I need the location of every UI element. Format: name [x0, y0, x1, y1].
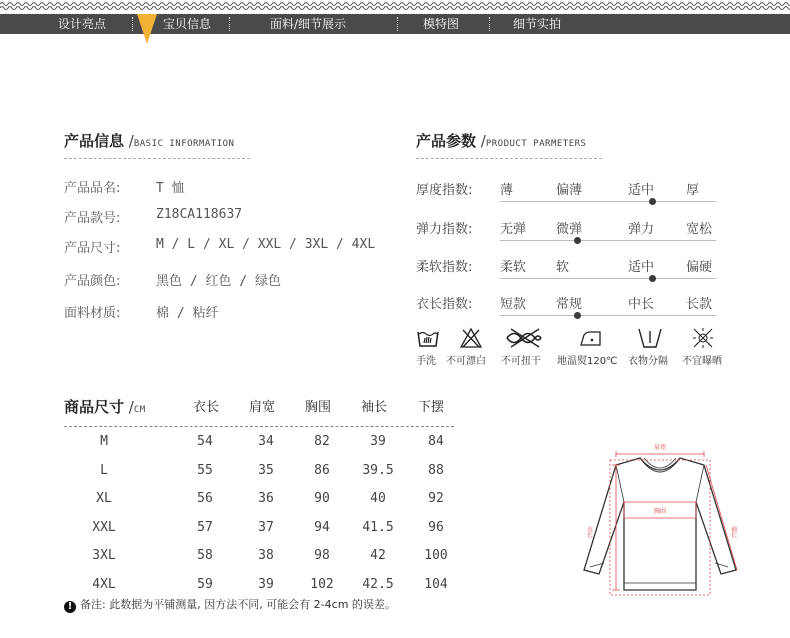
size-value-cell: 92: [428, 491, 444, 507]
divider: [64, 426, 454, 427]
param-option: 长款: [686, 297, 713, 312]
basic-info-title-en: BASIC INFORMATION: [133, 139, 235, 149]
size-value-cell: 58: [197, 548, 213, 564]
info-label: 产品品名:: [64, 181, 121, 196]
tab-product-info[interactable]: 宝贝信息: [163, 17, 212, 31]
param-scale-line: [500, 278, 716, 279]
size-col-header: 袖长: [361, 400, 388, 415]
chest-label: 胸围: [653, 508, 667, 515]
size-table-heading: 商品尺寸 /CM: [64, 398, 146, 416]
param-indicator-dot: [574, 312, 581, 319]
no-bleach-icon: [459, 327, 483, 349]
size-table-unit: CM: [133, 405, 146, 415]
size-cell: XL: [96, 491, 112, 507]
size-value-cell: 39.5: [362, 462, 394, 478]
separate-wash-icon: [636, 327, 664, 349]
size-cell: L: [100, 462, 108, 478]
sleeve-label: 袖长: [729, 526, 737, 538]
size-cell: 4XL: [92, 577, 116, 592]
size-value-cell: 38: [258, 548, 274, 564]
param-indicator-dot: [649, 275, 656, 282]
param-scale-line: [500, 240, 716, 241]
info-label: 产品颜色:: [64, 274, 121, 289]
size-cell: 3XL: [92, 548, 116, 564]
param-option: 偏薄: [556, 183, 583, 198]
size-col-header: 胸围: [305, 400, 332, 415]
size-value-cell: 84: [428, 434, 444, 449]
size-value-cell: 42: [370, 548, 386, 564]
param-option: 中长: [628, 297, 655, 312]
size-value-cell: 88: [428, 462, 444, 478]
shoulder-measure-line: [616, 451, 704, 457]
param-option: 薄: [500, 183, 514, 198]
no-sun-dry-icon: [692, 327, 714, 349]
nav-divider: [397, 17, 399, 31]
param-label: 柔软指数:: [416, 260, 473, 275]
param-option: 弹力: [628, 222, 655, 237]
param-scale-line: [500, 315, 716, 316]
param-option: 常规: [556, 297, 583, 312]
hand-wash-icon: [417, 327, 439, 349]
param-option: 无弹: [500, 222, 527, 237]
params-title: 产品参数: [416, 132, 477, 150]
size-value-cell: 102: [310, 577, 334, 592]
param-option: 软: [556, 260, 570, 275]
param-option: 微弹: [556, 222, 583, 237]
size-value-cell: 35: [258, 462, 274, 478]
params-heading: 产品参数 /PRODUCT PARMETERS: [416, 132, 587, 150]
info-label: 面料材质:: [64, 306, 121, 321]
size-value-cell: 41.5: [362, 519, 394, 535]
care-label: 地温熨120℃: [557, 356, 618, 367]
size-value-cell: 82: [314, 434, 330, 449]
basic-info-heading: 产品信息 /BASIC INFORMATION: [64, 132, 235, 150]
info-row-sizes: [64, 237, 376, 256]
top-nav: [0, 0, 790, 34]
no-wring-icon: [503, 327, 545, 349]
divider: [416, 158, 602, 159]
size-value-cell: 36: [258, 491, 274, 507]
info-row-colors: [64, 270, 281, 289]
size-value-cell: 104: [424, 577, 448, 592]
param-label: 衣长指数:: [416, 297, 473, 312]
param-label: 厚度指数:: [416, 183, 473, 198]
care-label: 衣物分隔: [628, 356, 668, 367]
divider: [64, 158, 250, 159]
length-label: 衣长: [585, 526, 593, 538]
param-option: 厚: [686, 183, 700, 198]
basic-info-title: 产品信息: [64, 132, 125, 150]
size-col-header: 肩宽: [249, 400, 276, 415]
size-col-header: 下摆: [418, 400, 445, 415]
info-label: 产品款号:: [64, 211, 121, 226]
size-value-cell: 34: [258, 434, 274, 449]
param-indicator-dot: [574, 237, 581, 244]
care-label: 不宜曝晒: [682, 356, 722, 367]
low-iron-icon: [578, 327, 604, 349]
size-value-cell: 57: [197, 519, 213, 535]
size-value-cell: 56: [197, 491, 213, 507]
size-table-title: 商品尺寸: [64, 398, 125, 416]
param-option: 短款: [500, 297, 527, 312]
shoulder-label: 肩宽: [653, 444, 667, 451]
info-row-name: [64, 177, 185, 196]
param-option: 适中: [628, 183, 655, 198]
size-value-cell: 94: [314, 519, 330, 535]
size-value-cell: 96: [428, 519, 444, 535]
size-value-cell: 42.5: [362, 577, 394, 592]
size-value-cell: 59: [197, 577, 213, 592]
info-row-style-no: [64, 207, 243, 226]
params-title-en: PRODUCT PARMETERS: [485, 139, 587, 149]
info-value: Z18CA118637: [156, 207, 243, 222]
care-label: 不可扭干: [501, 356, 541, 367]
warning-icon: !: [64, 601, 76, 613]
size-value-cell: 37: [258, 519, 274, 535]
nav-bar: [0, 14, 790, 34]
size-value-cell: 90: [314, 491, 330, 507]
nav-divider: [229, 17, 231, 31]
tshirt-outline: [584, 458, 736, 590]
size-cell: M: [100, 434, 108, 449]
size-value-cell: 98: [314, 548, 330, 564]
info-label: 产品尺寸:: [64, 241, 121, 256]
measurement-note: [64, 596, 396, 613]
tab-model-photos[interactable]: 模特图: [423, 17, 460, 31]
tab-detail-photos[interactable]: 细节实拍: [513, 17, 562, 31]
care-label: 手洗: [416, 356, 436, 367]
size-value-cell: 39: [258, 577, 274, 592]
note-text: 备注: 此数据为平铺测量, 因方法不同, 可能会有 2-4cm 的误差。: [80, 598, 396, 611]
active-tab-pointer-icon: [137, 14, 157, 44]
param-indicator-dot: [649, 198, 656, 205]
nav-divider: [489, 17, 491, 31]
care-label: 不可漂白: [446, 356, 486, 367]
size-value-cell: 54: [197, 434, 213, 449]
info-value: M / L / XL / XXL / 3XL / 4XL: [156, 237, 376, 252]
param-option: 偏硬: [686, 260, 713, 275]
info-value: T 恤: [156, 181, 185, 196]
info-row-material: [64, 302, 219, 321]
wave-border: [0, 0, 790, 14]
tab-design-highlights[interactable]: 设计亮点: [58, 17, 107, 31]
param-option: 宽松: [686, 222, 713, 237]
size-value-cell: 86: [314, 462, 330, 478]
size-cell: XXL: [92, 519, 116, 535]
size-value-cell: 39: [370, 434, 386, 449]
tab-fabric-details[interactable]: 面料/细节展示: [270, 17, 347, 31]
size-value-cell: 55: [197, 462, 213, 478]
param-label: 弹力指数:: [416, 222, 473, 237]
info-value: 棉 / 粘纤: [156, 306, 219, 321]
info-value: 黑色 / 红色 / 绿色: [156, 274, 281, 289]
param-option: 适中: [628, 260, 655, 275]
param-scale-line: [500, 201, 716, 202]
nav-divider: [132, 17, 134, 31]
tshirt-measurement-diagram: [576, 440, 746, 600]
size-col-header: 衣长: [193, 400, 220, 415]
size-value-cell: 100: [424, 548, 448, 564]
size-value-cell: 40: [370, 491, 386, 507]
param-option: 柔软: [500, 260, 527, 275]
